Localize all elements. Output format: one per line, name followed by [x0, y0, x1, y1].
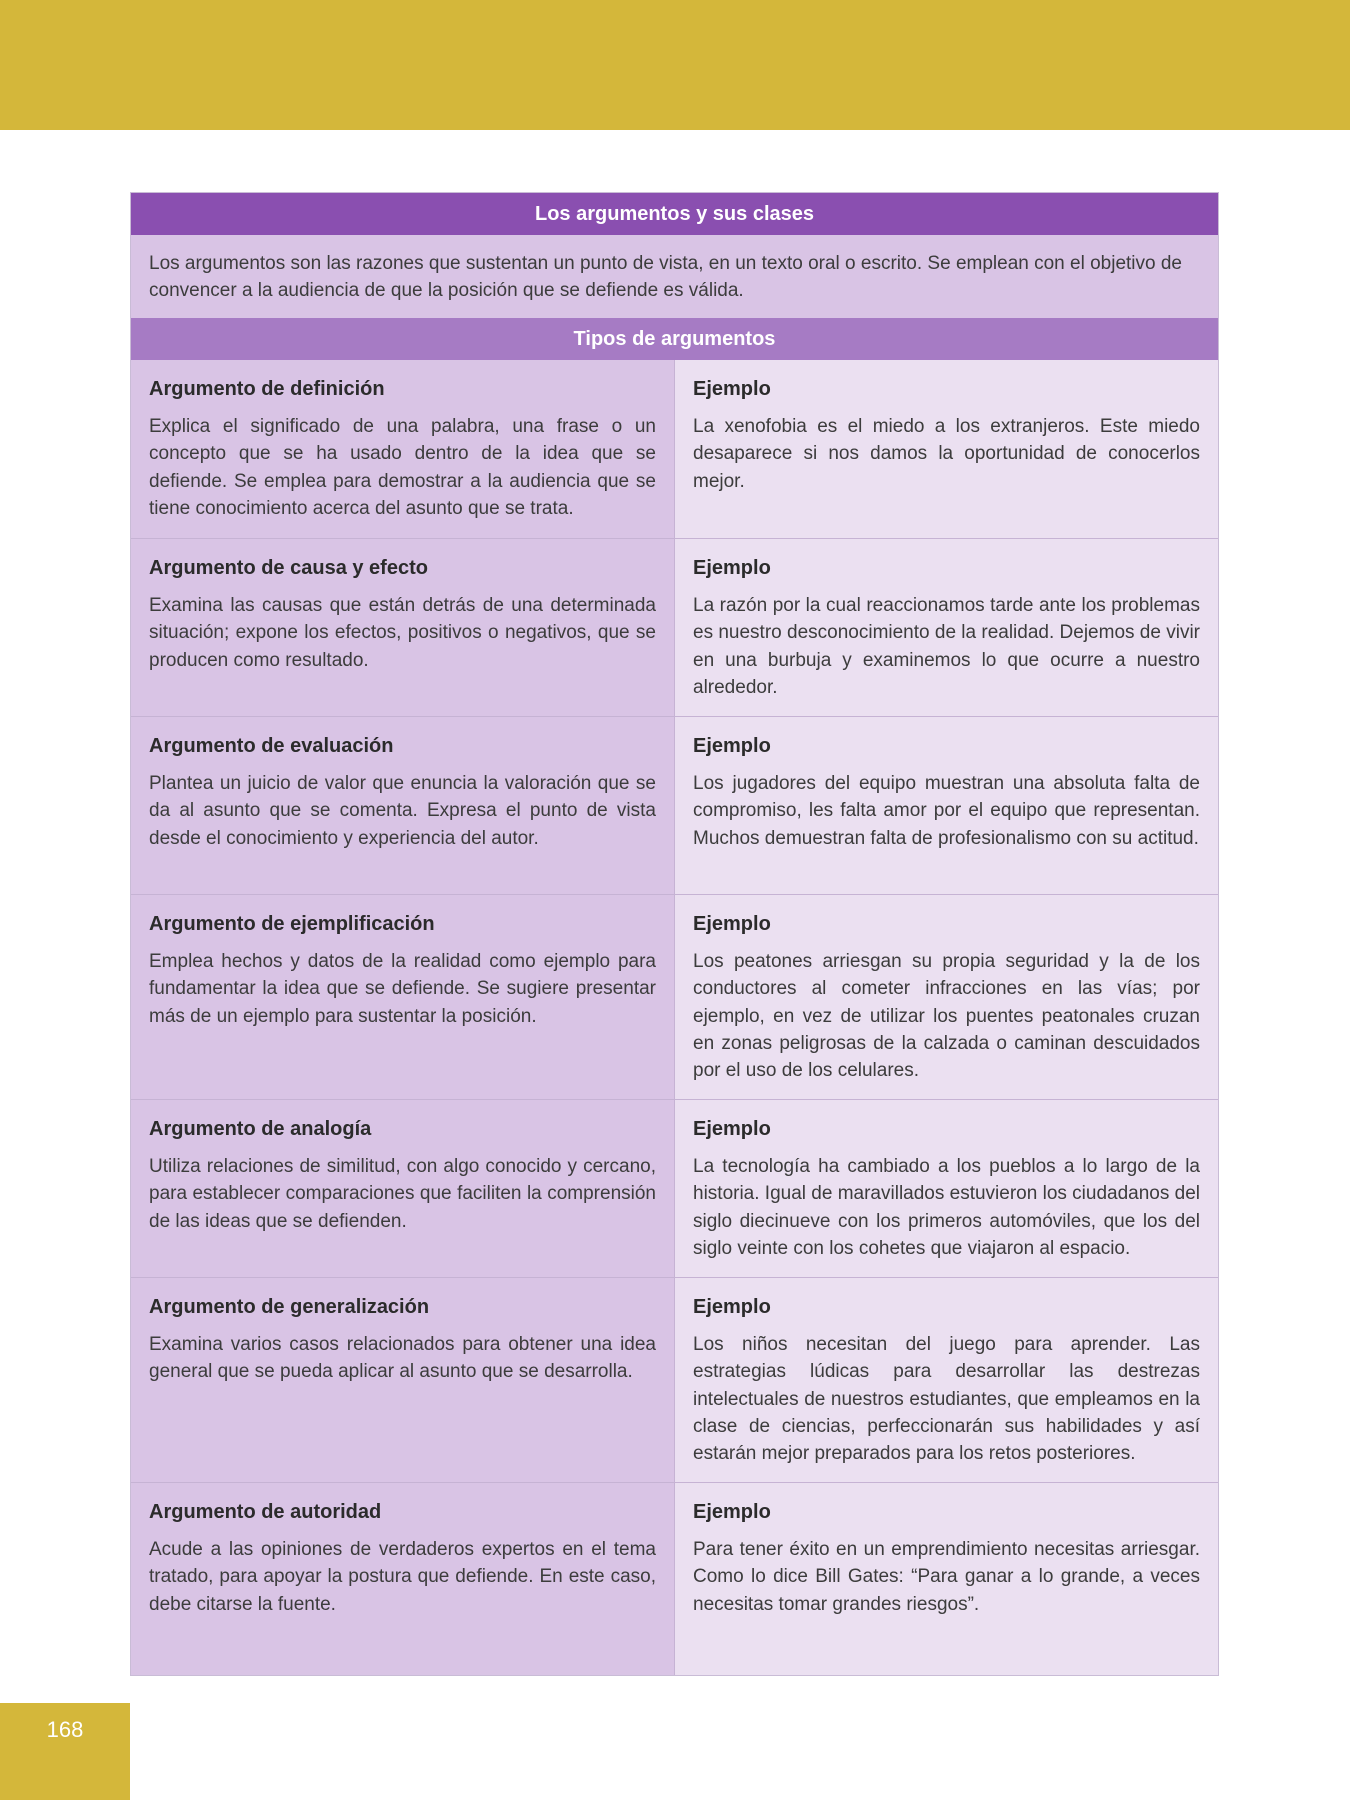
argument-example-cell — [675, 1100, 1218, 1277]
argument-example-cell — [675, 717, 1218, 894]
argument-type-title: Argumento de autoridad — [149, 1501, 382, 1523]
argument-type-description: Explica el significado de una palabra, una frase o un concepto que se ha usado dentro de la idea que se defiende. Se emplea para demostrar a la audiencia que se tiene conocimiento acerca del asunto que se trata. — [149, 416, 656, 519]
example-text: Los niños necesitan del juego para aprender. Las estrategias lúdicas para desarrollar las destrezas intelectuales de nuestros estudiantes, que empleamos en la clase de ciencias, perfeccionarán sus habilidades y así estarán mejor preparados para los retos posteriores. — [693, 1334, 1200, 1465]
example-label: Ejemplo — [693, 378, 771, 400]
argument-type-description: Plantea un juicio de valor que enuncia la valoración que se da al asunto que se comenta. Expresa el punto de vista desde el conocimiento y experiencia del autor. — [149, 773, 656, 849]
argument-type-title: Argumento de generalización — [149, 1296, 430, 1318]
example-text: Los jugadores del equipo muestran una absoluta falta de compromiso, les falta amor por el equipo que representan. Muchos demuestran falta de profesionalismo con su actitud. — [693, 773, 1200, 849]
table-title: Los argumentos y sus clases — [131, 193, 1218, 235]
argument-example-cell — [675, 539, 1218, 716]
argument-type-cell — [131, 539, 675, 716]
argument-example-cell — [675, 360, 1218, 538]
page-number: 168 — [46, 1717, 84, 1742]
example-label: Ejemplo — [693, 557, 771, 579]
example-label: Ejemplo — [693, 1296, 771, 1318]
example-label: Ejemplo — [693, 1118, 771, 1140]
argument-type-title: Argumento de analogía — [149, 1118, 372, 1140]
argument-type-cell — [131, 1100, 675, 1277]
table-row — [131, 360, 1218, 538]
example-text: Para tener éxito en un emprendimiento necesitas arriesgar. Como lo dice Bill Gates: “Para ganar a lo grande, a veces necesitas tomar grandes riesgos”. — [693, 1539, 1200, 1615]
example-text: Los peatones arriesgan su propia seguridad y la de los conductores al cometer infracciones en las vías; por ejemplo, en vez de utilizar los puentes peatonales cruzan en zonas peligrosas de la calzada o caminan descuidados por el uso de los celulares. — [693, 951, 1200, 1082]
top-color-band — [0, 0, 1350, 130]
table-row — [131, 1482, 1218, 1675]
argument-type-title: Argumento de causa y efecto — [149, 557, 428, 579]
argument-type-cell — [131, 1483, 675, 1675]
example-label: Ejemplo — [693, 913, 771, 935]
argument-example-cell — [675, 1483, 1218, 1675]
table-row — [131, 1099, 1218, 1277]
table-row — [131, 716, 1218, 894]
argument-type-cell — [131, 1278, 675, 1482]
argument-type-description: Utiliza relaciones de similitud, con algo conocido y cercano, para establecer comparaciones que faciliten la comprensión de las ideas que se defienden. — [149, 1156, 656, 1232]
argument-type-description: Acude a las opiniones de verdaderos expertos en el tema tratado, para apoyar la postura que defiende. En este caso, debe citarse la fuente. — [149, 1539, 656, 1615]
example-label: Ejemplo — [693, 735, 771, 757]
argument-type-description: Examina las causas que están detrás de una determinada situación; expone los efectos, positivos o negativos, que se producen como resultado. — [149, 595, 656, 671]
argument-type-cell — [131, 717, 675, 894]
arguments-table — [130, 192, 1219, 1676]
table-row — [131, 894, 1218, 1099]
table-row — [131, 538, 1218, 716]
table-row — [131, 1277, 1218, 1482]
table-intro: Los argumentos son las razones que sustentan un punto de vista, en un texto oral o escrito. Se emplean con el objetivo de convencer a la audiencia de que la posición que se defiende es válida. — [131, 235, 1218, 318]
argument-type-title: Argumento de evaluación — [149, 735, 394, 757]
table-subtitle: Tipos de argumentos — [131, 318, 1218, 360]
argument-type-title: Argumento de definición — [149, 378, 385, 400]
argument-type-description: Examina varios casos relacionados para obtener una idea general que se pueda aplicar al asunto que se desarrolla. — [149, 1334, 656, 1383]
argument-type-description: Emplea hechos y datos de la realidad como ejemplo para fundamentar la idea que se defiende. Se sugiere presentar más de un ejemplo para sustentar la posición. — [149, 951, 656, 1027]
argument-rows — [131, 360, 1218, 1675]
argument-type-cell — [131, 895, 675, 1099]
argument-type-title: Argumento de ejemplificación — [149, 913, 435, 935]
argument-example-cell — [675, 1278, 1218, 1482]
example-text: La xenofobia es el miedo a los extranjeros. Este miedo desaparece si nos damos la oportunidad de conocerlos mejor. — [693, 416, 1200, 492]
example-text: La razón por la cual reaccionamos tarde ante los problemas es nuestro desconocimiento de la realidad. Dejemos de vivir en una burbuja y examinemos lo que ocurre a nuestro alrededor. — [693, 595, 1200, 698]
example-text: La tecnología ha cambiado a los pueblos a lo largo de la historia. Igual de maravillados estuvieron los ciudadanos del siglo diecinueve con los primeros automóviles, que los del siglo veinte con los cohetes que viajaron al espacio. — [693, 1156, 1200, 1259]
argument-example-cell — [675, 895, 1218, 1099]
example-label: Ejemplo — [693, 1501, 771, 1523]
argument-type-cell — [131, 360, 675, 538]
page-number-tab — [0, 1703, 130, 1800]
